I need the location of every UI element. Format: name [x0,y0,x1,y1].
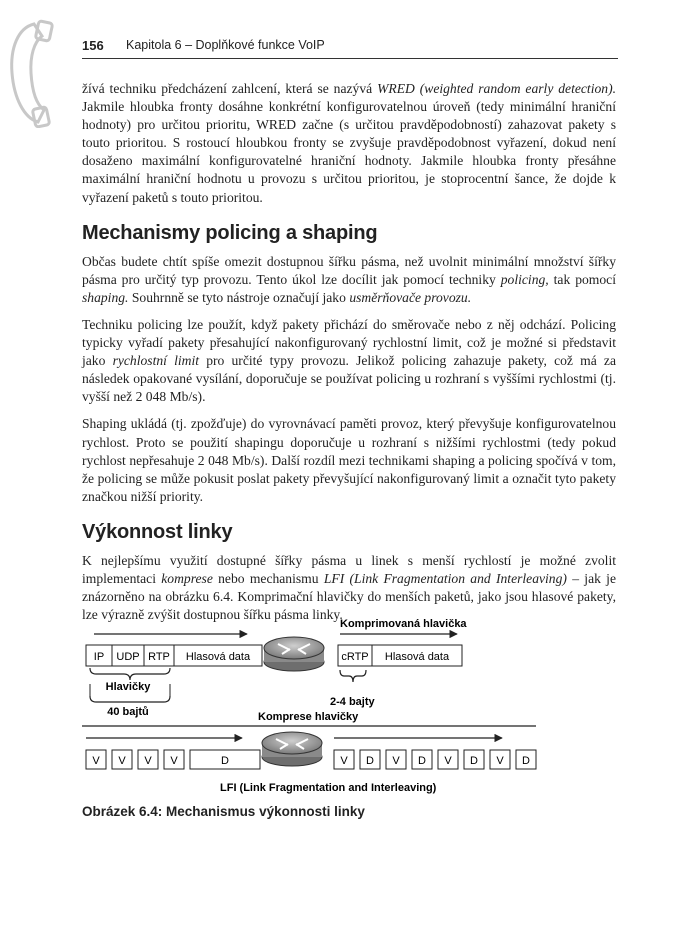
crtp-brace [340,670,366,682]
compressed-packet [338,645,462,666]
page-body [82,80,616,633]
packet-cell-udp: UDP [116,651,140,663]
size-2-4-bytes: 2-4 bajty [330,696,375,708]
fragment-voice: V [144,755,152,767]
phone-icon [4,18,56,128]
fragment-data: D [418,755,426,767]
headers-brace [90,668,170,680]
packet-cell-ip: IP [93,651,105,663]
paragraph: K nejlepšímu využití dostupné šířky pásma u linek s menší rychlostí je možné zvolit implementaci komprese nebo mechanismu LFI (Link Fragmentation and Interleaving) – jak je znázorněno na obrázku 6.4. Komprimační hlavičky do menších paketů, jako jsou hlasové pakety, lze výrazně zvýšit dostupnou šířku pásma linky. [82,552,616,623]
size-40-bytes: 40 bajtů [107,706,149,718]
paragraph: Techniku policing lze použít, když pakety přichází do směrovače nebo z něj odchází. Policing typicky vyřadí pakety přesahující nakonfigurovaný rychlostní limit, což je možné si představit jako rychlostní limit pro určité typy provozu. Jelikož policing zahazuje pakety, což má za následek opakované vysílání, doporučuje se používat policing u rozhraní s vyššími rychlostmi (tj. vyšší než 2 048 Mb/s). [82,316,616,405]
page-number: 156 [82,38,104,53]
fragment-voice: V [340,755,348,767]
router-icon [262,732,322,766]
packet-cell-rtp: RTP [148,651,170,663]
packet-cell-voice-data: Hlasová data [185,651,251,663]
figure-diagram [82,612,622,802]
fragment-voice: V [392,755,400,767]
paragraph: Shaping ukládá (tj. zpožďuje) do vyrovnávací paměti provoz, který převyšuje konfigurovatelnou rychlost. Proto se použití shapingu doporučuje u rozhraní s nižšími rychlostmi (tedy pokud rychlost nepřesahuje 2 048 Mb/s). Další rozdíl mezi technikami shaping a policing spočívá v tom, že policing se může pokusit poslat pakety převyšující nakonfigurovaný limit a označit tyto pakety značkou nižší priority. [82,416,616,504]
packet-cell-voice-data: Hlasová data [384,651,450,663]
headers-label: Hlavičky [105,681,151,693]
fragment-voice: V [496,755,504,767]
figure-link-efficiency [82,612,622,802]
fragment-data: D [221,755,229,767]
fragment-voice: V [92,755,100,767]
uncompressed-packet [86,645,262,666]
figure-caption: Obrázek 6.4: Mechanismus výkonnosti linky [82,804,365,819]
fragment-voice: V [444,755,452,767]
page-header [82,38,618,59]
section-heading-link-efficiency: Výkonnost linky [82,520,233,543]
paragraph: Občas budete chtít spíše omezit dostupnou šířku pásma, než uvolnit minimální množství šířky pásma pro určitý typ provozu. Tento úkol lze docílit jak pomocí techniky policing, tak pomocí shaping. Souhrnně se tyto nástroje označují jako usměrňovače provozu. [82,253,616,305]
fragment-data: D [470,755,478,767]
section-heading-policing: Mechanismy policing a shaping [82,221,378,244]
compressed-header-title: Komprimovaná hlavička [340,618,467,630]
lfi-label: LFI (Link Fragmentation and Interleaving) [220,782,437,794]
chapter-title: Kapitola 6 – Doplňkové funkce VoIP [126,38,325,52]
fragment-data: D [366,755,374,767]
packet-cell-crtp: cRTP [341,651,369,663]
fragment-data: D [522,755,530,767]
intro-paragraph: žívá techniku předcházení zahlcení, která se nazývá WRED (weighted random early detection). Jakmile hloubka fronty dosáhne konkrétní konfigurovatelnou úroveň (tedy minimální hraniční hodnoty) pro určitou prioritu, WRED začne (s určitou pravděpodobností) zahazovat pakety s touto prioritou. S rostoucí hloubkou fronty se zvyšuje pravděpodobnost vyřazení, dokud není dosaženo maximální konfigurovatelné hraniční hodnoty. Jakmile hloubka fronty přesáhne maximální hraniční hodnotu u provozu s určitou prioritou, je stoprocentní šance, že dojde k vyřazení paketů s touto prioritou. [82,81,617,205]
fragment-voice: V [118,755,126,767]
lfi-output-packets [334,750,536,769]
fragment-voice: V [170,755,178,767]
router-icon [264,637,324,671]
lfi-input-packets [86,750,260,769]
compression-label: Komprese hlavičky [258,711,359,723]
